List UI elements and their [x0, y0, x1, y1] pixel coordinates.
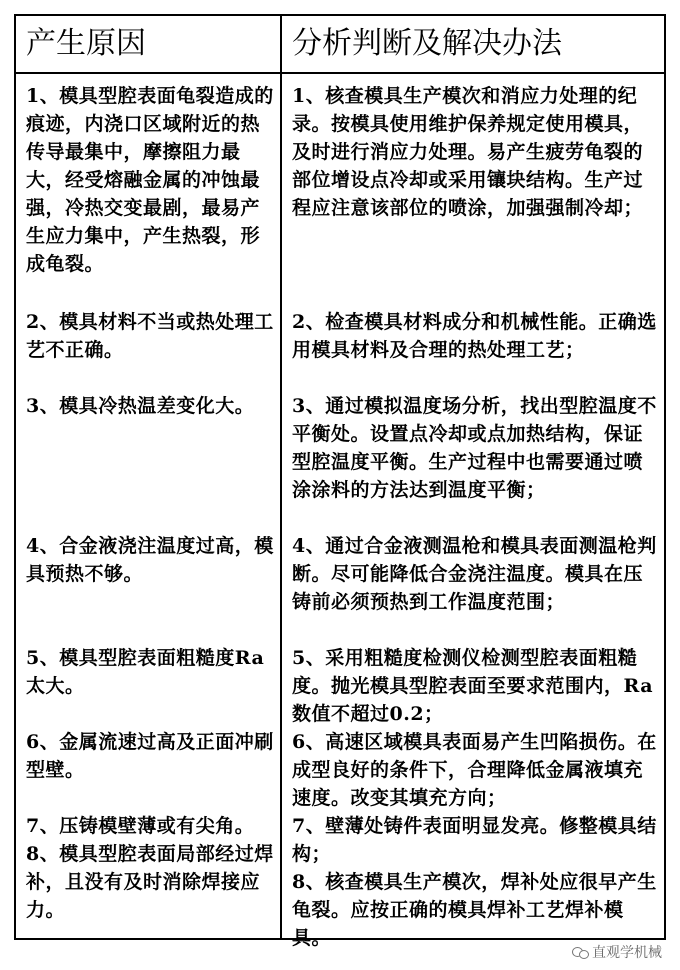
- row-4-cause: 4、合金液浇注温度过高，模具预热不够。: [26, 535, 274, 585]
- row-3-solution: 3、通过模拟温度场分析，找出型腔温度不平衡处。设置点冷却或点加热结构，保证型腔温度平衡。生产过程中也需要通过喷涂涂料的方法达到温度平衡；: [292, 395, 657, 501]
- row-2-solution: 2、检查模具材料成分和机械性能。正确选用模具材料及合理的热处理工艺；: [292, 311, 657, 361]
- row-1-solution: 1、核查模具生产模次和消应力处理的纪录。按模具使用维护保养规定使用模具，及时进行消应力处理。易产生疲劳龟裂的部位增设点冷却或采用镶块结构。生产过程应注意该部位的喷涂，加强强制冷却；: [292, 85, 644, 219]
- watermark-text: 直观学机械: [592, 945, 662, 961]
- row-4-solution: 4、通过合金液测温枪和模具表面测温枪判断。尽可能降低合金浇注温度。模具在压铸前必须预热到工作温度范围；: [292, 535, 657, 613]
- row-8-cause: 8、模具型腔表面局部经过焊补，且没有及时消除焊接应力。: [26, 843, 274, 921]
- row-5-cause: 5、模具型腔表面粗糙度Ra太大。: [26, 647, 265, 697]
- cause-solution-table: [14, 14, 666, 949]
- row-1-cause: 1、模具型腔表面龟裂造成的痕迹，内浇口区域附近的热传导最集中，摩擦阻力最大，经受熔融金属的冲蚀最强，冷热交变最剧，最易产生应力集中，产生热裂，形成龟裂。: [26, 85, 274, 275]
- row-5-solution: 5、采用粗糙度检测仪检测型腔表面粗糙度。抛光模具型腔表面至要求范围内，Ra数值不超过0.2；: [292, 647, 654, 725]
- row-2-cause: 2、模具材料不当或热处理工艺不正确。: [26, 311, 274, 361]
- row-6-cause: 6、金属流速过高及正面冲刷型壁。: [26, 731, 274, 781]
- row-3-cause: 3、模具冷热温差变化大。: [26, 395, 255, 417]
- row-6-solution: 6、高速区域模具表面易产生凹陷损伤。在成型良好的条件下，合理降低金属液填充速度。改变其填充方向；: [292, 731, 657, 809]
- header-divider: [16, 72, 664, 74]
- row-8-solution: 8、核查模具生产模次，焊补处应很早产生龟裂。应按正确的模具焊补工艺焊补模具。: [292, 871, 657, 949]
- row-7-cause: 7、压铸模壁薄或有尖角。: [26, 815, 255, 837]
- row-7-solution: 7、壁薄处铸件表面明显发亮。修整模具结构；: [292, 815, 657, 865]
- header-solution: 分析判断及解决办法: [292, 26, 562, 61]
- watermark: [572, 942, 662, 962]
- wechat-icon: [572, 946, 588, 958]
- header-cause: 产生原因: [26, 26, 146, 61]
- column-divider: [280, 16, 282, 938]
